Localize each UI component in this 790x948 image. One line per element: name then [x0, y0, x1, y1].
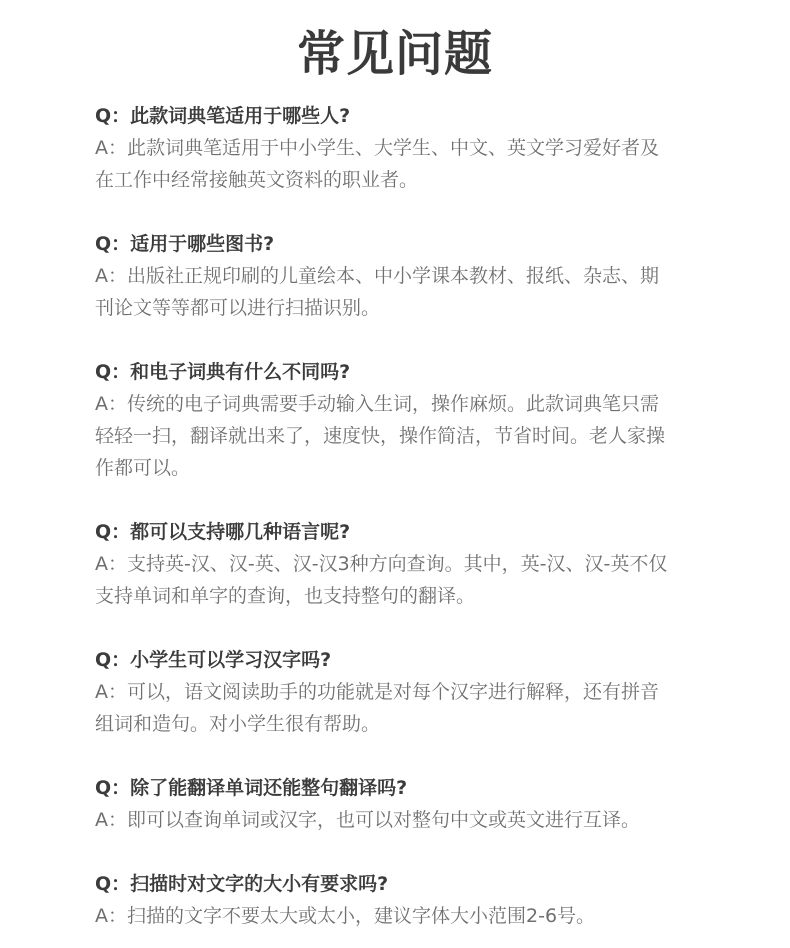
- faq-spacer: [95, 484, 705, 516]
- faq-answer-line: A：即可以查询单词或汉字，也可以对整句中文或英文进行互译。: [95, 809, 640, 831]
- faq-answer-line: A：出版社正规印刷的儿童绘本、中小学课本教材、报纸、杂志、期: [95, 265, 659, 287]
- faq-answer: [95, 132, 705, 196]
- faq-spacer: [95, 196, 705, 228]
- faq-answer-line: 轻轻一扫，翻译就出来了，速度快，操作简洁，节省时间。老人家操: [95, 425, 666, 447]
- faq-answer-line: 支持单词和单字的查询，也支持整句的翻译。: [95, 585, 476, 607]
- faq-item: [95, 100, 705, 196]
- faq-question: Q：适用于哪些图书?: [95, 233, 275, 255]
- faq-spacer: [95, 740, 705, 772]
- faq-answer: [95, 548, 705, 612]
- faq-question: Q：小学生可以学习汉字吗?: [95, 649, 332, 671]
- faq-question: Q：此款词典笔适用于哪些人?: [95, 105, 351, 127]
- faq-answer-line: A：可以，语文阅读助手的功能就是对每个汉字进行解释，还有拼音: [95, 681, 659, 703]
- faq-item: [95, 868, 705, 932]
- faq-item: [95, 644, 705, 740]
- faq-question: Q：和电子词典有什么不同吗?: [95, 361, 351, 383]
- faq-answer-line: A：此款词典笔适用于中小学生、大学生、中文、英文学习爱好者及: [95, 137, 659, 159]
- faq-spacer: [95, 836, 705, 868]
- faq-list: [95, 100, 705, 932]
- faq-answer-line: A：扫描的文字不要太大或太小，建议字体大小范围2-6号。: [95, 905, 596, 927]
- faq-answer: [95, 804, 705, 836]
- faq-answer-line: 在工作中经常接触英文资料的职业者。: [95, 169, 419, 191]
- faq-question: Q：都可以支持哪几种语言呢?: [95, 521, 351, 543]
- faq-answer-line: 组词和造句。对小学生很有帮助。: [95, 713, 381, 735]
- faq-answer-line: A：支持英-汉、汉-英、汉-汉3种方向查询。其中，英-汉、汉-英不仅: [95, 553, 668, 575]
- faq-question: Q：除了能翻译单词还能整句翻译吗?: [95, 777, 408, 799]
- faq-item: [95, 516, 705, 612]
- faq-answer: [95, 676, 705, 740]
- faq-question: Q：扫描时对文字的大小有要求吗?: [95, 873, 389, 895]
- faq-answer: [95, 260, 705, 324]
- faq-answer-line: A：传统的电子词典需要手动输入生词，操作麻烦。此款词典笔只需: [95, 393, 659, 415]
- faq-item: [95, 228, 705, 324]
- page-title: 常见问题: [296, 26, 493, 82]
- faq-spacer: [95, 612, 705, 644]
- faq-answer: [95, 388, 705, 484]
- faq-item: [95, 772, 705, 836]
- faq-answer-line: 刊论文等等都可以进行扫描识别。: [95, 297, 381, 319]
- faq-answer-line: 作都可以。: [95, 457, 191, 479]
- faq-answer: [95, 900, 705, 932]
- faq-spacer: [95, 324, 705, 356]
- faq-item: [95, 356, 705, 484]
